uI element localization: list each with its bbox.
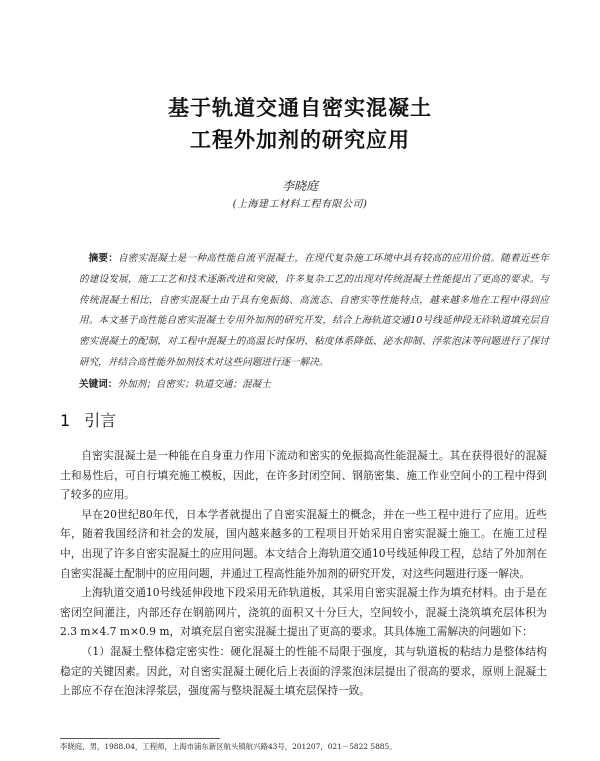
- keywords-label: 关键词：: [79, 379, 118, 390]
- paper-title-line-1: 基于轨道交通自密实混凝土: [168, 96, 432, 120]
- section-title: 引言: [84, 411, 117, 430]
- paragraph-2: 早在20世纪80年代，日本学者就提出了自密实混凝土的概念，并在一些工程中进行了应用。近些年，随着我国经济和社会的发展，国内越来越多的工程项目开始采用自密实混凝土施工。在施工过程中，出现了许多自密实混凝土的应用问题。本文结合上海轨道交通10号线延伸段工程，总结了外加剂在自密实混凝土配制中的应用问题，并通过工程高性能外加剂的研究开发，对这些问题进行逐一解决。: [60, 507, 547, 580]
- author-name: 李晓庭: [281, 179, 318, 193]
- abstract-text: 自密实混凝土是一种高性能自流平混凝土，在现代复杂施工环境中具有较高的应用价值。随着近些年的建设发展，施工工艺和技术逐渐改进和突破，许多复杂工艺的出现对传统混凝土性能提出了更高的要求。与传统混凝土相比，自密实混凝土由于具有免振捣、高流态、自密实等性能特点，越来越多地在工程中得到应用。本文基于高性能自密实混凝土专用外加剂的研究开发，结合上海轨道交通10号线延伸段无砟轨道填充层自密实混凝土的配制，对工程中混凝土的高温长时保坍、粘度体系降低、泌水抑制、浮浆泡沫等问题进行了探讨研究，并结合高性能外加剂技术对这些问题进行逐一解决。: [79, 253, 550, 368]
- footnote-divider: [60, 738, 220, 739]
- paragraph-3: 上海轨道交通10号线延伸段地下段采用无砟轨道板，其采用自密实混凝土作为填充材料。由于是在密闭空间灌注，内部还存在钢筋网片，浇筑的面积又十分巨大，空间较小，混凝土浇筑填充层体积为2.3 m×4.7 m×0.9 m，对填充层自密实混凝土提出了更高的要求。其具体施工需解决的问题如下：: [60, 586, 547, 639]
- abstract-label: 摘要：: [88, 253, 118, 264]
- keywords: [79, 375, 549, 395]
- section-heading: [60, 408, 116, 431]
- section-number: 1: [60, 411, 71, 430]
- keywords-text: 外加剂；自密实；轨道交通；混凝土: [117, 379, 271, 390]
- author-affiliation: (上海建工材料工程有限公司): [232, 199, 368, 210]
- paper-title-line-2: 工程外加剂的研究应用: [190, 128, 410, 152]
- paragraph-1: 自密实混凝土是一种能在自身重力作用下流动和密实的免振捣高性能混凝土。其在获得很好的混凝土和易性后，可自行填充施工模板，因此，在许多封闭空间、钢筋密集、施工作业空间小的工程中得到了较多的应用。: [60, 449, 547, 502]
- body-text: [60, 446, 547, 701]
- abstract: [79, 249, 549, 374]
- author-footnote: 李晓庭，男，1988.04，工程师，上海市浦东新区航头镇航兴路43号，201207，021－5822 5885。: [60, 742, 397, 751]
- paragraph-4: （1）混凝土整体稳定密实性：硬化混凝土的性能不局限于强度，其与轨道板的粘结力是整体结构稳定的关键因素。因此，对自密实混凝土硬化后上表面的浮浆泡沫层提出了很高的要求，原则上混凝土上部应不存在泡沫浮浆层，强度需与整块混凝土填充层保持一致。: [60, 644, 547, 698]
